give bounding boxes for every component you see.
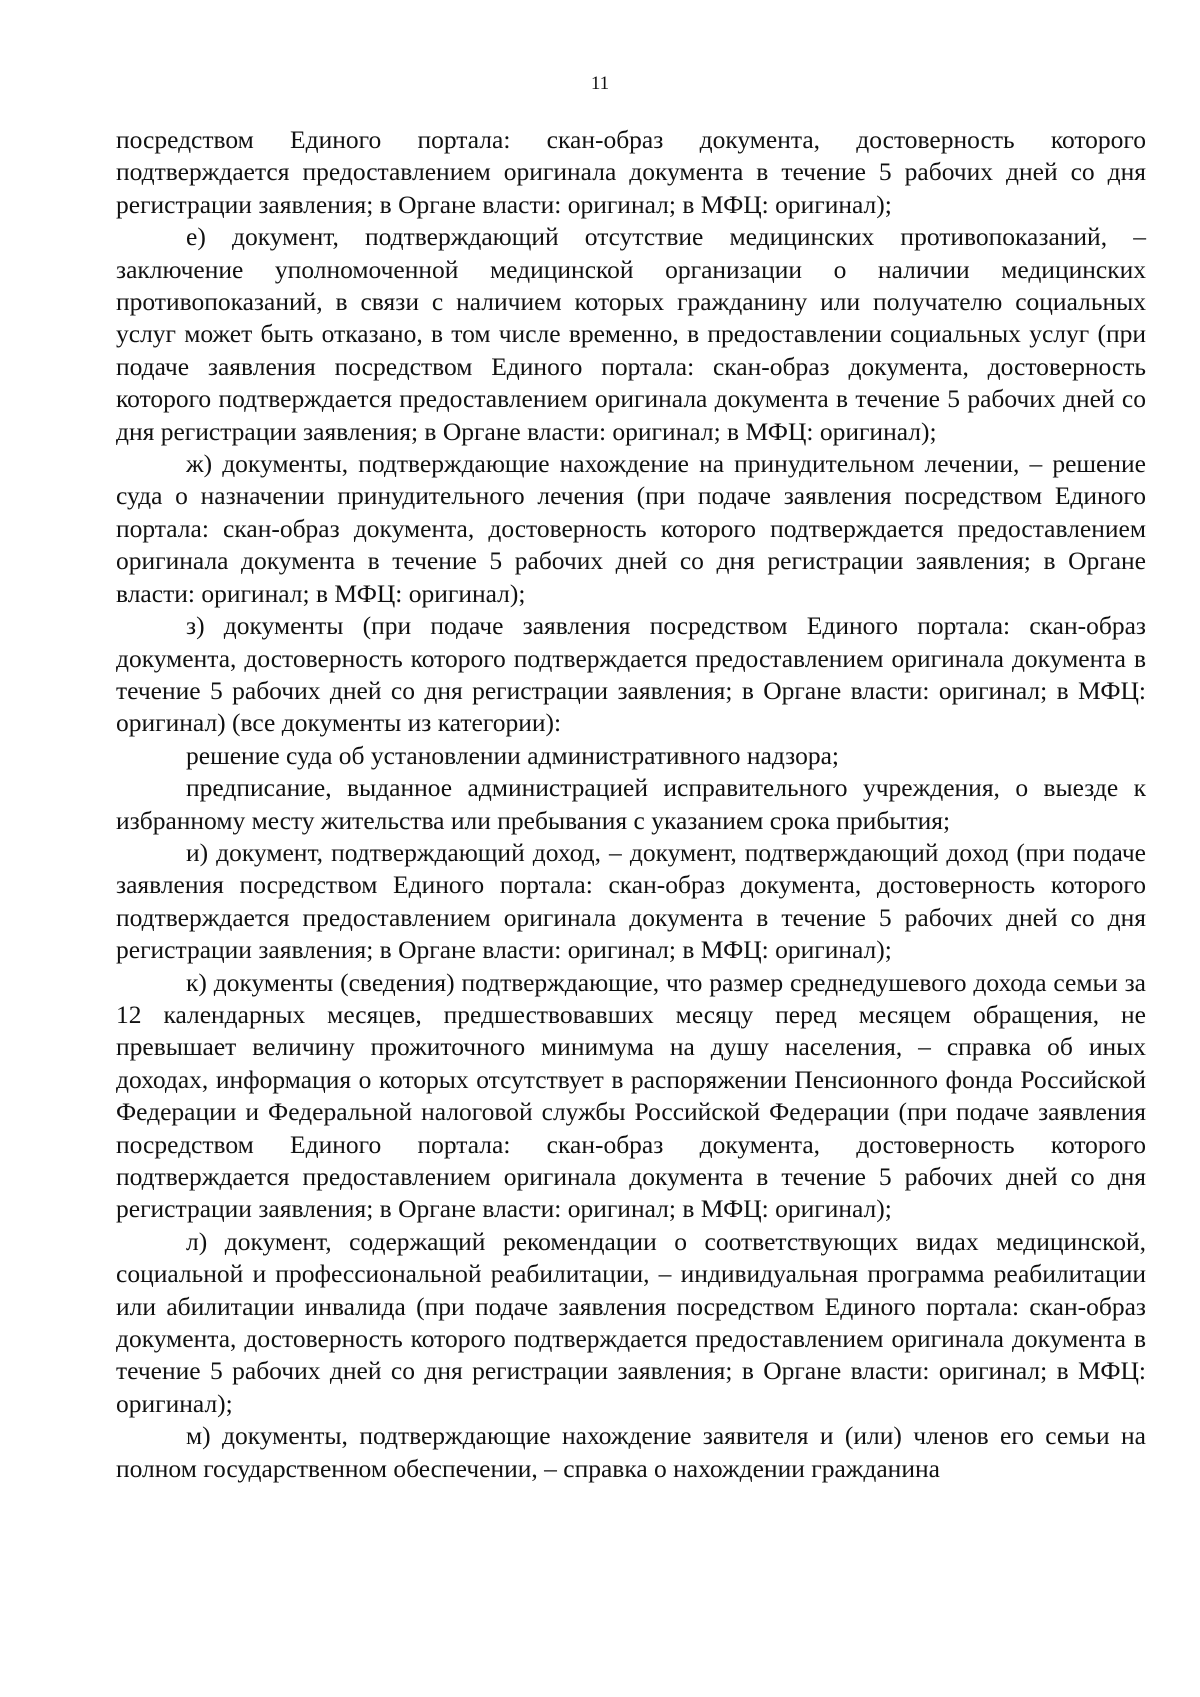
page-number: 11: [590, 73, 610, 94]
paragraph-item-z: з) документы (при подаче заявления посредством Единого портала: скан-образ документа, достоверность которого подтверждается предоставлением оригинала документа в течение 5 рабочих дней со дня регистрации заявления; в Органе власти: оригинал; в МФЦ: оригинал) (все документы из категории):: [116, 611, 1146, 738]
paragraph-item-i: и) документ, подтверждающий доход, – документ, подтверждающий доход (при подаче заявления посредством Единого портала: скан-образ документа, достоверность которого подтверждается предоставлением оригинала документа в течение 5 рабочих дней со дня регистрации заявления; в Органе власти: оригинал; в МФЦ: оригинал);: [116, 837, 1146, 965]
paragraph-item-l: л) документ, содержащий рекомендации о соответствующих видах медицинской, социальной и профессиональной реабилитации, – индивидуальная программа реабилитации или абилитации инвалида (при подаче заявления посредством Единого портала: скан-образ документа, достоверность которого подтверждается предоставлением оригинала документа в течение 5 рабочих дней со дня регистрации заявления; в Органе власти: оригинал; в МФЦ: оригинал);: [116, 1226, 1146, 1418]
document-body: [116, 124, 1146, 1485]
paragraph-continuation: посредством Единого портала: скан-образ документа, достоверность которого подтверждается предоставлением оригинала документа в течение 5 рабочих дней со дня регистрации заявления; в Органе власти: оригинал; в МФЦ: оригинал);: [116, 125, 1146, 219]
paragraph-item-k: к) документы (сведения) подтверждающие, что размер среднедушевого дохода семьи за 12 календарных месяцев, предшествовавших месяцу перед месяцем обращения, не превышает величину прожиточного минимума на душу населения, – справка об иных доходах, информация о которых отсутствует в распоряжении Пенсионного фонда Российской Федерации и Федеральной налоговой службы Российской Федерации (при подаче заявления посредством Единого портала: скан-образ документа, достоверность которого подтверждается предоставлением оригинала документа в течение 5 рабочих дней со дня регистрации заявления; в Органе власти: оригинал; в МФЦ: оригинал);: [116, 967, 1146, 1224]
paragraph-item-zh: ж) документы, подтверждающие нахождение на принудительном лечении, – решение суда о назначении принудительного лечения (при подаче заявления посредством Единого портала: скан-образ документа, достоверность которого подтверждается предоставлением оригинала документа в течение 5 рабочих дней со дня регистрации заявления; в Органе власти: оригинал; в МФЦ: оригинал);: [116, 449, 1146, 608]
paragraph-item-e: е) документ, подтверждающий отсутствие медицинских противопоказаний, – заключение уполномоченной медицинской организации о наличии медицинских противопоказаний, в связи с наличием которых гражданину или получателю социальных услуг может быть отказано, в том числе временно, в предоставлении социальных услуг (при подаче заявления посредством Единого портала: скан-образ документа, достоверность которого подтверждается предоставлением оригинала документа в течение 5 рабочих дней со дня регистрации заявления; в Органе власти: оригинал; в МФЦ: оригинал);: [116, 222, 1146, 446]
paragraph-court-decision: решение суда об установлении административного надзора;: [186, 740, 840, 770]
paragraph-prescription: предписание, выданное администрацией исправительного учреждения, о выезде к избранному месту жительства или пребывания с указанием срока прибытия;: [116, 773, 1146, 835]
paragraph-item-m: м) документы, подтверждающие нахождение заявителя и (или) членов его семьи на полном государственном обеспечении, – справка о нахождении гражданина: [116, 1421, 1146, 1483]
